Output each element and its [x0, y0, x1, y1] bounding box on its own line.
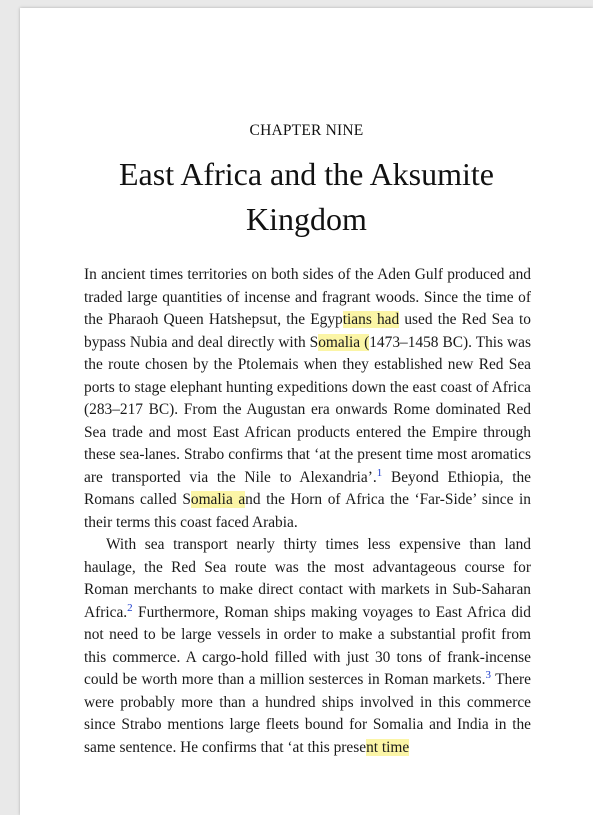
text-run: There were probably more than a hundred ships involved in this commerce since Strabo mentions large fleets bound for Somalia and India in the same sentence. He confirms that ‘at this prese [84, 671, 531, 756]
highlighted-text[interactable]: omalia ( [318, 333, 370, 351]
footnote-ref-3[interactable]: 3 [485, 668, 491, 681]
highlighted-text[interactable]: tians had [342, 311, 400, 328]
text-run: In ancient times territories on both sides of the Aden Gulf produced and traded large quantities of incense and fragrant woods. Since the time of the Pharaoh Queen Hatshepsut, the Egyp [84, 266, 531, 328]
text-run: Beyond Ethiopia, the Romans called S [84, 468, 531, 508]
highlighted-text[interactable]: omalia a [190, 491, 246, 508]
chapter-body [84, 264, 531, 759]
highlighted-text[interactable]: nt time [366, 738, 410, 756]
paragraph-2 [84, 534, 531, 759]
footnote-ref-1[interactable]: 1 [376, 466, 383, 479]
text-run: Furthermore, Roman ships making voyages to East Africa did not need to be large vessels in order to make a substantial profit from this commerce. A cargo-hold filled with just 30 tons of frank-incense could be worth more than a million sesterces in Roman markets. [84, 603, 531, 688]
paragraph-1 [84, 264, 531, 534]
text-run: nd the Horn of Africa the ‘Far-Side’ since in their terms this coast faced Arabia. [84, 491, 531, 531]
chapter-label: CHAPTER NINE [249, 122, 364, 139]
text-run: With sea transport nearly thirty times less expensive than land haulage, the Red Sea route was the most advantageous course for Roman merchants to make direct contact with markets in Sub-Saharan Africa. [84, 536, 531, 621]
chapter-title: East Africa and the Aksumite Kingdom [118, 156, 494, 237]
document-page [20, 8, 593, 815]
text-run: 1473–1458 BC). This was the route chosen by the Ptolemais when they established new Red Sea ports to stage elephant hunting expeditions down the east coast of Africa (283–217 BC). From the Augustan era onwards Rome dominated Red Sea trade and most East African products entered the Empire through these sea-lanes. Strabo confirms that ‘at the present time most aromatics are transported via the Nile to Alexandria’. [84, 333, 531, 486]
text-run: used the Red Sea to bypass Nubia and deal directly with S [84, 311, 531, 351]
footnote-ref-2[interactable]: 2 [127, 601, 133, 614]
